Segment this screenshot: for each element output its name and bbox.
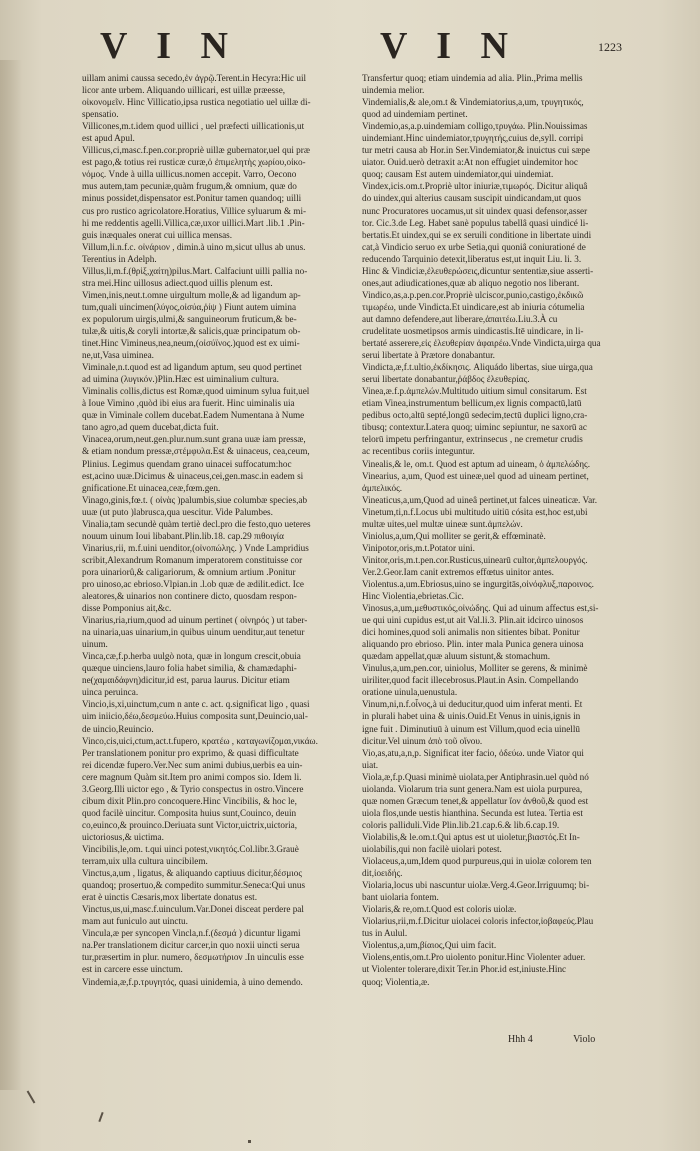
page-number: 1223: [598, 40, 622, 54]
text-line: quoq; causam Est autem uindemiator,qui uindemiat.: [362, 169, 554, 180]
text-line: Violaceus,a,um,Idem quod purpureus,qui in uiolæ colorem ten: [362, 856, 592, 867]
ink-mark: [248, 1140, 251, 1143]
text-line: Violaris,& re,om.t.Quod est coloris uiolæ.: [362, 904, 517, 915]
text-line: Hinc & Vindiciæ,ἐλευθερώσεις,dicuntur sententiæ,siue asserti-: [362, 265, 594, 276]
text-line: erat è uinctis Cæsaris,mox libertate donatus est.: [82, 892, 258, 903]
text-line: disse Pomponius ait,&c.: [82, 603, 172, 614]
text-line: Violaria,locus ubi nascuntur uiolæ.Verg.4.Geor.Irriguumq; bi-: [362, 880, 590, 891]
text-line: Vio,as,atu,a,n,p. Significat iter facio, ὁδεύω. unde Viator qui: [362, 747, 584, 758]
text-line: Vindicta,æ,f.t.ultio,ἐκδίκησις. Aliquádo libertas, siue uirga,qua: [362, 362, 593, 373]
text-line: Vinosus,a,um,μεθυστικός,οἰνώδης. Qui ad uinum affectus est,si-: [362, 603, 599, 614]
text-line: bant uiolaria fontem.: [362, 892, 439, 903]
text-line: scribit,Alexandrum Romanum imperatorem constituisse cor: [82, 554, 303, 565]
text-line: uiolabilis,qui non facilè uiolari potest.: [362, 844, 502, 854]
text-line: quoq; Violentia,æ.: [362, 976, 430, 987]
text-line: bertaté asserere,εἰς ἐλευθερίαν ἀφαιρέω.Vnde Vindicta,uirga qua: [362, 338, 601, 349]
text-line: co,euinco,& prouinco.Deriuata sunt Victor,uictrix,uictoria,: [82, 819, 298, 830]
text-line: Vinum,ni,n.f.οἶνος,à ui deducitur,quod uim inferat menti. Et: [362, 699, 583, 710]
text-line: pedibus octo,altū septé,longū sedecim,tectū duplici ligno,cra-: [362, 410, 588, 421]
text-line: Vinago,ginis,fœ.t. ( οἰνὰς )palumbis,siue columbæ species,ab: [82, 494, 308, 505]
text-line: est in carcere esse uinctum.: [82, 964, 183, 975]
text-line: Vincibilis,le,om. t.qui uinci potest,νικητός.Col.libr.3.Grauè: [82, 844, 299, 854]
text-line: uillam animi caussa secedo,ἐν ἀγρῷ.Terent.in Hecyra:Hic uil: [82, 73, 307, 83]
text-line: τιμωρέω, unde Vindicta.Et uindicare,est ab iniuria cótumelia: [362, 301, 585, 312]
text-line: etiam Vinea,instrumentum bellicum,ex lignis compactū,latū: [362, 398, 582, 409]
text-line: Violentus.a,um.Ebriosus,uino se ingurgitās,οἰνόφλυξ,παροινος.: [362, 578, 594, 589]
text-line: licor ante urbem. Aliquando uillicari, est uillæ præesse,: [82, 85, 286, 96]
text-line: Violarius,rii,m.f.Dicitur uiolacei coloris infector,ἰοβαφεύς.Plau: [362, 916, 594, 927]
text-line: Villicones,m.t.idem quod uillici , uel præfecti uillicationis,ut: [82, 121, 305, 132]
text-line: tano agro,ad quem ducebat,dicta fuit.: [82, 422, 219, 433]
header-right-word: V I N: [380, 25, 518, 67]
text-line: serui libertate donabantur,ῥάβδος ἐλευθερίας.: [362, 374, 530, 385]
text-line: Vincio,is,xi,uinctum,cum n ante c. act. q.significat ligo , quasi: [82, 699, 310, 710]
text-line: est pago,& totius rei rusticæ curæ,ὁ ἐπιμελητὴς χωρίου,οἰκο-: [82, 157, 306, 168]
text-line: in plurali habet uina & uinis.Ouid.Et Venus in uinis,ignis in: [362, 711, 581, 722]
text-line: Vinearius, a,um, Quod est uineæ,uel quod ad uineam pertinet,: [362, 470, 589, 481]
text-line: cat,à Vindicio seruo ex urbe Setia,qui quoniâ coniurationé de: [362, 241, 586, 252]
text-line: hi me reddentis agelli.Villica,cæ,uxor uillici.Mart .lib.1 .Pin-: [82, 217, 305, 228]
text-line: Villicus,ci,masc.f.pen.cor.propriè uillæ gubernator,uel qui præ: [82, 145, 310, 156]
text-line: οἰκονομεῖν. Hinc Villicatio,ipsa rustica negotiatio uel uillæ di-: [82, 97, 311, 108]
text-line: & etiam nondum pressæ,στέμφυλα.Est & uinaceus, cea,ceum,: [82, 446, 310, 457]
signature-mark: Hhh 4: [508, 1034, 533, 1045]
text-line: gnificatione.Et uinacea,ceæ,fœm.gen.: [82, 482, 221, 493]
text-line: guis inæquales onerat cui uillica mensas.: [82, 229, 233, 240]
text-line: mus autem,tam pecuniæ,quàm frugum,& omnium, quæ do: [82, 181, 297, 192]
text-line: uinum.: [82, 639, 108, 650]
text-line: Vinitor,oris,m.t.pen.cor.Rusticus,uinearū cultor,ἀμπελουργός.: [362, 554, 588, 565]
text-line: na.Per translationem dicitur carcer,in quo noxii uincti serua: [82, 940, 300, 951]
text-line: à Ioue Vimino ,quòd ibi eius ara fuerit. Hinc uiminalis uia: [82, 398, 295, 409]
text-line: ue qui uini cupidus est,ut ait Val.li.3. Plin.ait idcirco uinosos: [362, 615, 584, 626]
text-line: uuæ (ut puto )labrusca,qua uescitur. Vide Palumbes.: [82, 506, 273, 517]
text-line: Vindemia,æ,f.p.τρυγητός, quasi uinidemia, à uino demendo.: [82, 976, 303, 987]
text-line: Vinarius,ria,rium,quod ad uinum pertinet ( οἰνηρός ) ut taber-: [82, 615, 308, 626]
text-line: reducendo Tarquinio detexit,liberatus est,ut inquit Liu. li. 3.: [362, 253, 582, 264]
text-line: bertatis.Et uindex,qui se ex seruili conditione in libertate uindi: [362, 229, 592, 240]
text-line: nouum uinum Ioui libabant.Plin.lib.18. cap.29 πιθοιγία: [82, 530, 284, 541]
text-line: uiat.: [362, 759, 379, 770]
text-line: uindemiant.Hinc uindemiator,τρυγητής,cuius de,syll. corripi: [362, 133, 584, 144]
ink-mark: [98, 1112, 103, 1122]
text-line: Vinarius,rii, m.f.uini uenditor,(οἰνοπώλης. ) Vnde Lampridius: [82, 542, 309, 553]
text-line: Vineaticus,a,um,Quod ad uineâ pertinet,ut falces uineaticæ. Var.: [362, 494, 598, 505]
text-line: Vinctus,us,ui,masc.f.uinculum.Var.Donei disceat perdere pal: [82, 904, 304, 915]
text-line: Per translationem ponitur pro exprimo, & quasi difficultate: [82, 747, 299, 758]
text-line: tus in Aulul.: [362, 928, 408, 939]
text-line: est,acino uuæ.Dicimus & uinaceus,cei,gen.masc.in eadem si: [82, 470, 304, 481]
text-line: uim iniicio,δέω,δεσμεύω.Huius composita sunt,Deuincio,ual-: [82, 711, 308, 722]
text-line: Ver.2.Geor.Iam canit extremos effœtus uinitor antes.: [362, 566, 554, 577]
text-line: na uinaria,uas uinarium,in quibus uinum uenditur,aut tenetur: [82, 627, 305, 638]
text-line: Violens,entis,om.t.Pro uiolento ponitur.Hinc Violenter aduer.: [362, 952, 586, 963]
text-line: 3.Georg.Illi uictor ego , & Tyrio conspectus in ostro.Vincere: [82, 783, 304, 794]
text-line: pora uinariorû,& caligariorum, & omnium artium .Ponitur: [82, 566, 296, 577]
text-line: crudelitate uosmetipsos armis uindicastis.Itē uindicare, in li-: [362, 325, 584, 336]
binding-shadow: [0, 60, 22, 1090]
text-line: uinca peruinca.: [82, 687, 139, 698]
text-line: uiola flos,unde uestis hianthina. Secunda est lutea. Tertia est: [362, 807, 583, 818]
text-line: dicitur.Vel uinum ἀπὸ τοῦ οἴνου.: [362, 735, 483, 746]
text-line: Hinc Violentia,ebrietas.Cic.: [362, 591, 464, 602]
text-line: cus pro rustico agricolatore.Horatius, Villice syluarum & mi-: [82, 205, 307, 216]
text-line: terram,uix ulla cultura uincibilem.: [82, 856, 208, 867]
text-line: tinet.Hinc Vimineus,nea,neum,(οἰσύϊνος.)quod est ex uimi-: [82, 338, 300, 349]
header-left-word: V I N: [100, 25, 238, 67]
text-line: ad uimina (λυγικόν.)Plin.Hæc est uiminalium cultura.: [82, 374, 279, 385]
text-line: oratione uinula,uenustula.: [362, 687, 458, 698]
text-line: quod ad uindemiam pertinet.: [362, 109, 468, 120]
text-line: dit,ἰοειδής.: [362, 868, 403, 879]
text-line: ex populorum uirgis,ulmi,& sanguineorum fruticum,& be-: [82, 313, 297, 324]
text-line: aut damno defendere,aut liberare,ἀπαιτέω.Liu.3.À cu: [362, 313, 558, 324]
text-line: νόμος. Vnde à uilla uillicus.nomen accepit. Varro, Oecono: [82, 169, 297, 180]
text-line: ne,ut,Vasa uiminea.: [82, 350, 154, 361]
text-line: Vinetum,ti,n.f.Locus ubi multitudo uitiū cósita est,hoc est,ubi: [362, 506, 588, 517]
text-line: pro uinoso,ac ebrioso.Vlpian.in .l.ob quæ de ædilit.edict. Ice: [82, 578, 304, 589]
text-line: uindemia melior.: [362, 85, 425, 96]
text-line: uictoriosus,& uictima.: [82, 831, 164, 842]
text-line: stra mei.Hinc uillosus adiect.quod uillis plenum est.: [82, 277, 273, 288]
text-line: tor. Cic.3.de Leg. Habet sanè populus tabellâ quasi uindicé li-: [362, 217, 589, 228]
text-line: Viminale,n.t.quod est ad ligandum aptum, seu quod pertinet: [82, 362, 302, 373]
text-line: Vindico,as,a.p.pen.cor.Propriè ulciscor,punio,castigo,ἐκδικῶ: [362, 289, 584, 300]
text-line: tum,quali uincimen(λύγος,οἰσύα,ῥίψ ) Fiunt autem uimina: [82, 301, 297, 312]
text-line: Vindemio,as,a.p.uindemiam colligo,τρυγάω. Plin.Nouissimas: [362, 121, 588, 132]
text-line: ne(χαμαιδάφνη)dicitur,id est, parua laurus. Dicitur etiam: [82, 675, 290, 686]
text-line: Vinca,cæ,f.p.herba uulgò nota, quæ in longum crescit,obuia: [82, 651, 301, 662]
text-line: quæ nomen Græcum tenet,& appellatur ἴον ἀνθοῦ,& quod est: [362, 795, 589, 806]
text-line: tibusq; contextur.Latera quoq; uiminc sepiuntur, ne saxorū ac: [362, 422, 587, 433]
text-line: do uindex,qui alterius causam suscipit uindicandam,ut quos: [362, 193, 581, 204]
running-header: [0, 18, 700, 68]
text-line: Viola,æ,f.p.Quasi minimè uiolata,per Antiphrasin.uel quòd nó: [362, 771, 589, 782]
text-line: de uincio,Reuincio.: [82, 723, 154, 734]
text-line: minus possidet,dispensator est.Ponitur tamen quandoq; uilli: [82, 193, 302, 204]
text-line: Vindex,icis.om.t.Propriè ultor iniuriæ,τιμωρός. Dicitur aliquâ: [362, 181, 588, 192]
text-line: rei dicendæ fupero.Ver.Nec sum animi dubius,uerbis ea uin-: [82, 759, 303, 770]
text-line: multæ uites,uel multæ uineæ sunt.ἀμπελών.: [362, 518, 523, 529]
text-line: tulæ,& uitis,& coryli intortæ,& salicis,quæ principatum ob-: [82, 325, 301, 336]
text-line: Vimen,inis,neut.t.omne uirgultum molle,& ad ligandum ap-: [82, 289, 301, 300]
text-line: cibum dixit Plin.pro concoquere.Hinc Vincibilis, & hoc le,: [82, 795, 297, 806]
text-line: quæ in Viminale collem ducebat.Eadem Numentana à Nume: [82, 410, 305, 421]
text-line: Vincula,æ per syncopen Vincla,n.f.(δεσμά ) dicuntur ligami: [82, 928, 301, 939]
text-line: Vinacea,orum,neut.gen.plur.num.sunt grana uuæ iam pressæ,: [82, 434, 306, 445]
text-line: Vinipotor,oris,m.t.Potator uini.: [362, 542, 475, 553]
text-line: quædam appellat,quæ aluum sistunt,& stomachum.: [362, 651, 551, 662]
text-line: Transfertur quoq; etiam uindemia ad alia. Plin.,Prima mellis: [362, 73, 583, 83]
text-line: spensatio.: [82, 109, 119, 120]
text-line: uiator. Ouid.uerò detraxit a:At non effugiet uindemitor hoc: [362, 157, 578, 168]
text-line: quod facilè uincitur. Composita huius sunt,Couinco, deuin: [82, 807, 297, 818]
left-column: [82, 72, 354, 1032]
text-line: nunc Procuratores uocamus,ut sit uindex quasi defensor,asser: [362, 205, 588, 216]
signature-line: [508, 1034, 678, 1045]
text-line: Viminalis collis,dictus est Romæ,quod uiminum sylua fuit,uel: [82, 386, 310, 397]
text-line: cere magnum Quàm sit.Item pro animi compos sio. Idem li.: [82, 771, 302, 782]
text-line: aliquando pro ebrioso. Plin. inter mala Punica genera uinosa: [362, 639, 584, 650]
text-line: igne fuit . Diminutiuū à uinum est Villum,quod ecia uinellū: [362, 723, 580, 734]
text-line: telorū impetu perfringantur, extrinsecus , ne cremetur crudis: [362, 434, 583, 445]
text-line: Vinctus,a,um , ligatus, & aliquando captiuus dicitur,δέσμιος: [82, 868, 302, 879]
text-line: ut Violenter tolerare,dixit Ter.in Phor.id est,iniuste.Hinc: [362, 964, 567, 975]
text-line: quandoq; prosertuo,& compedito summitur.Seneca:Qui unus: [82, 880, 306, 891]
text-line: tur metri causa ab Hor.in Ser.Vindemiator,& inuictus cui sæpe: [362, 145, 590, 156]
text-line: dici homines,quod soli animalis non sitientes bibat. Ponitur: [362, 627, 580, 638]
text-line: ones,aut adiudicationes,quæ ab aliquo negotio nos liberant.: [362, 277, 580, 288]
text-line: ac recentibus coriis integuntur.: [362, 446, 475, 457]
text-line: uiriliter,quod facit illecebrosus.Plaut.in Asin. Compellando: [362, 675, 579, 686]
text-line: Vinco,cis,uici,ctum,act.t.fupero, κρατέω , καταγωνίζομαι,νικάω.: [82, 735, 318, 746]
text-line: est apud Apul.: [82, 133, 135, 144]
text-line: Terentius in Adelph.: [82, 253, 157, 264]
text-line: serui libertate à Prætore donabantur.: [362, 350, 495, 361]
text-line: coloris palliduli.Vide Plin.lib.21.cap.6.& lib.6.cap.19.: [362, 819, 560, 830]
text-line: Vinulus,a,um,pen.cor, uiniolus, Molliter se gerens, & minimè: [362, 663, 588, 674]
catchword: Violo: [573, 1034, 596, 1045]
text-line: Plinius. Legimus quendam grano uinacei suffocatum:hoc: [82, 458, 292, 469]
text-line: Vindemialis,& ale,om.t & Vindemiatorius,a,um, τρυγητικός,: [362, 97, 584, 108]
text-line: Violentus,a,um,βίαιος,Qui uim facit.: [362, 940, 497, 951]
text-line: Villum,li.n.f.c. οἰνάριον , dimin.à uino m,sicut ullus ab unus.: [82, 241, 306, 252]
text-line: Vinealis,& le, om.t. Quod est aptum ad uineam, ὁ ἀμπελώδης.: [362, 458, 590, 469]
right-column: [362, 72, 658, 1032]
text-line: aleatores,& uinarios non continere dicto, quosdam respon-: [82, 591, 297, 602]
text-line: Viniolus,a,um,Qui molliter se gerit,& effœminatè.: [362, 530, 546, 541]
text-line: Violabilis,& le.om.t.Qui aptus est ut uioletur,βιαστός.Et In-: [362, 831, 580, 842]
text-line: mam aut funiculo aut uinctu.: [82, 916, 188, 927]
text-line: tur,præsertim in plur. numero, δεσμωτήριον .In uinculis esse: [82, 952, 304, 963]
text-line: Villus,li,m.f.(θρὶξ,χαίτη)pilus.Mart. Calfaciunt uilli pallia no-: [82, 265, 308, 276]
text-line: uiolanda. Violarum tria sunt genera.Nam est uiola purpurea,: [362, 783, 583, 794]
text-line: Vinalia,tam secundè quàm tertiè decl.pro die festo,quo ueteres: [82, 518, 311, 529]
ink-mark: [27, 1090, 36, 1103]
text-line: Vinea,æ.f.p.ἀμπελών.Multitudo uitium simul consitarum. Est: [362, 386, 587, 397]
text-line: ἀμπελικός.: [362, 482, 403, 493]
text-line: quæque uinciens,lauro folia habet similia, & chamædaphi-: [82, 663, 297, 674]
